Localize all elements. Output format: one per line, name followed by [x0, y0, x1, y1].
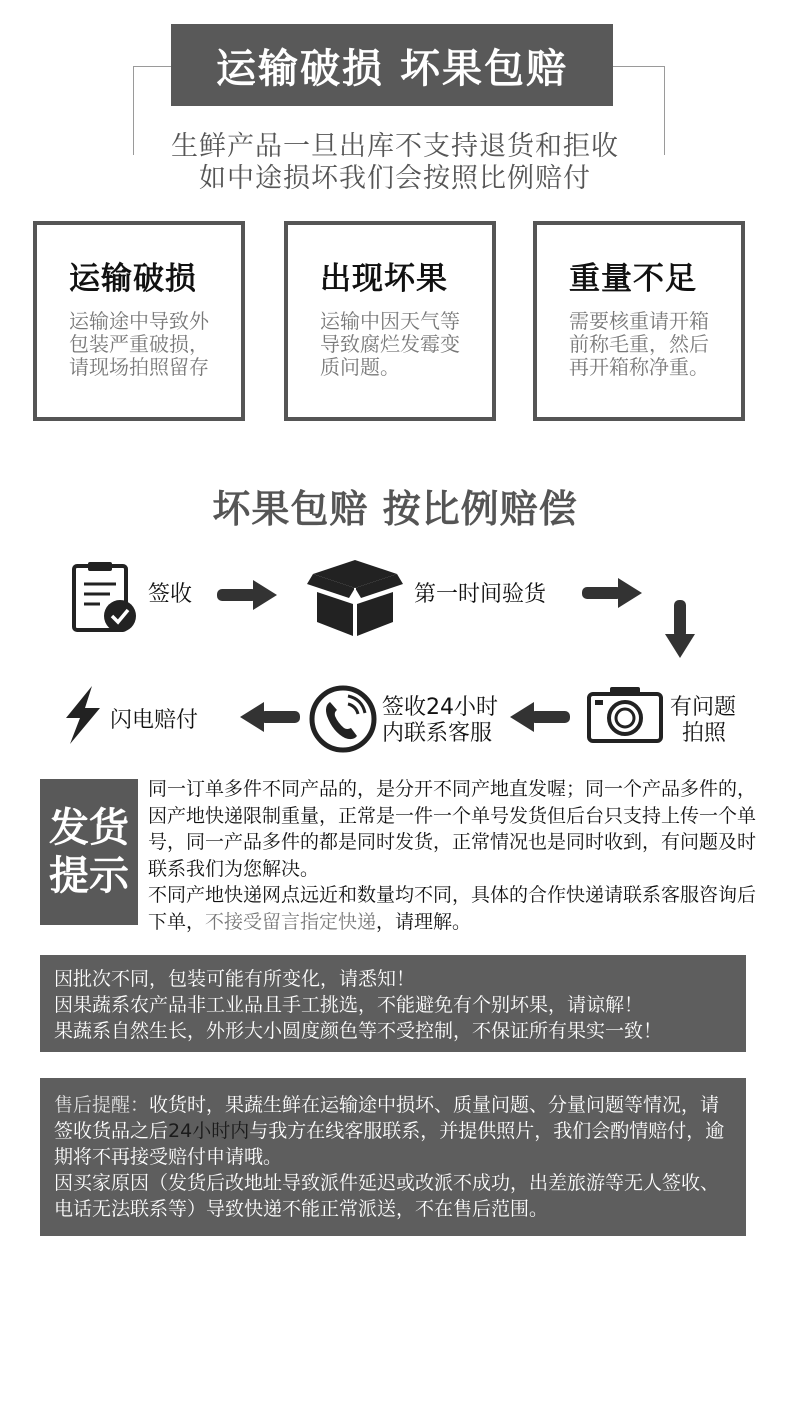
case-box-weight	[533, 221, 745, 421]
shipping-tip-p2b: 不接受留言指定快递	[205, 910, 377, 933]
shipping-tip-p2c: ，请理解。	[376, 910, 472, 933]
aftersale-box	[40, 1078, 746, 1236]
case-desc: 需要核重请开箱前称毛重，然后再开箱称净重。	[569, 309, 709, 379]
aftersale-label: 售后提醒：	[54, 1094, 150, 1116]
aftersale-highlight: 24小时内	[168, 1120, 250, 1142]
shipping-tip-tag-line2: 提示	[49, 853, 129, 899]
arrow-right-icon	[215, 578, 280, 612]
aftersale-paragraph-2: 因买家原因（发货后改地址导致派件延迟或改派不成功，出差旅游等无人签收、电话无法联系等）导致快递不能正常派送，不在售后范围。	[54, 1172, 720, 1220]
header-subtitle-1: 生鲜产品一旦出库不支持退货和拒收	[171, 131, 619, 162]
aftersale-text-2: 与我方在线客服联系，并提供照片，我们会酌情赔付，逾期将不再接受赔付申请哦。	[54, 1120, 725, 1168]
step-photo-label-1: 有问题	[670, 695, 737, 720]
shipping-tip-paragraph-1: 同一订单多件不同产品的，是分开不同产地直发喔；同一个产品多件的，因产地快递限制重量，正常是一件一个单号发货但后台只支持上传一个单号，同一产品多件的都是同时发货，正常情况也是同时收到，有问题及时联系我们为您解决。	[148, 778, 757, 880]
notice-box	[40, 955, 746, 1052]
step-photo-label-2: 拍照	[682, 721, 727, 746]
lightning-icon	[60, 684, 104, 746]
case-title: 运输破损	[69, 261, 197, 297]
package-box-icon	[305, 552, 405, 638]
arrow-left-icon	[506, 700, 572, 734]
shipping-tip-p2a: 不同产地快递网点远近和数量均不同，具体的合作快递请联系客服咨询后下单，	[148, 884, 757, 933]
case-desc: 运输中因天气等导致腐烂发霉变质问题。	[320, 309, 460, 379]
case-desc: 运输途中导致外包装严重破损，请现场拍照留存	[69, 309, 209, 379]
header-title: 运输破损 坏果包赔	[171, 24, 613, 106]
step-sign-label: 签收	[148, 582, 193, 607]
shipping-tip-tag	[40, 779, 138, 925]
header-subtitle-2: 如中途损坏我们会按照比例赔付	[199, 163, 591, 194]
camera-icon	[586, 684, 664, 744]
case-box-damage	[33, 221, 245, 421]
notice-line-3: 果蔬系自然生长，外形大小圆度颜色等不受控制，不保证所有果实一致！	[54, 1020, 663, 1042]
step-contact-label-1: 签收24小时	[382, 695, 498, 720]
case-box-rotten	[284, 221, 496, 421]
shipping-tip-tag-line1: 发货	[49, 805, 129, 851]
notice-line-1: 因批次不同，包装可能有所变化，请悉知！	[54, 968, 416, 990]
arrow-right-icon	[580, 576, 645, 610]
notice-line-2: 因果蔬系农产品非工业品且手工挑选，不能避免有个别坏果，请谅解！	[54, 994, 644, 1016]
shipping-tip-text	[148, 776, 758, 935]
arrow-down-icon	[663, 598, 697, 660]
step-contact-label-2: 内联系客服	[382, 721, 493, 746]
clipboard-check-icon	[70, 560, 140, 635]
aftersale-text-1: 收货时，果蔬生鲜在运输途中损坏、质量问题、分量问题等情况，请签收货品之后	[54, 1094, 720, 1142]
shipping-tip-paragraph-2	[148, 882, 758, 935]
step-inspect-label: 第一时间验货	[414, 582, 547, 607]
case-title: 重量不足	[569, 261, 697, 297]
aftersale-paragraph-1	[54, 1092, 732, 1170]
case-title: 出现坏果	[320, 261, 448, 297]
flow-title: 坏果包赔 按比例赔偿	[212, 487, 578, 531]
arrow-left-icon	[236, 700, 302, 734]
step-pay-label: 闪电赔付	[110, 708, 199, 733]
phone-call-icon	[308, 684, 378, 754]
